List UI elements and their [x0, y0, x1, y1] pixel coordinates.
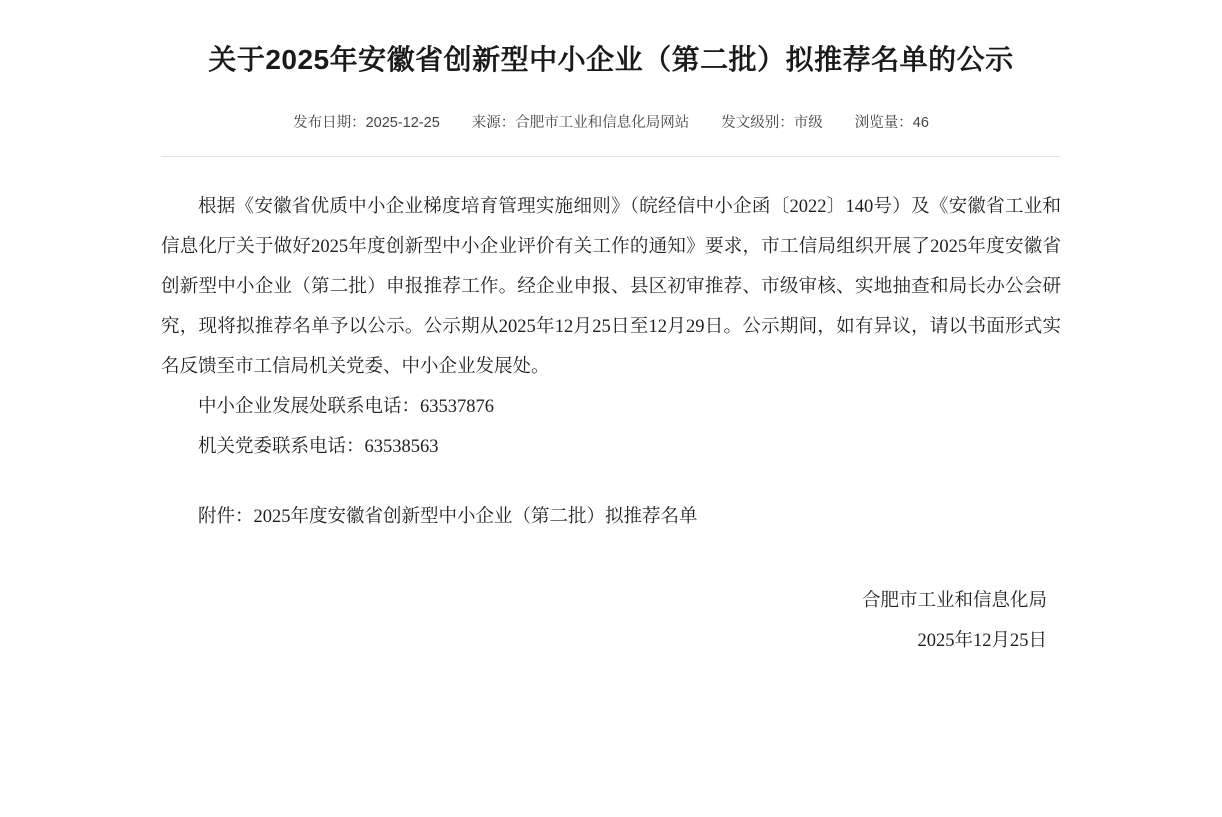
contact-line-2: 机关党委联系电话：63538563: [198, 437, 439, 457]
meta-source-value: 合肥市工业和信息化局网站: [515, 115, 690, 131]
meta-source-label: 来源：: [471, 115, 516, 131]
meta-publish-date-value: 2025-12-25: [365, 115, 440, 131]
meta-views: [855, 112, 929, 134]
body-spacer: [161, 467, 1061, 497]
body-paragraph-1: 根据《安徽省优质中小企业梯度培育管理实施细则》（皖经信中小企函〔2022〕140号）及《安徽省工业和信息化厅关于做好2025年度创新型中小企业评价有关工作的通知》要求，市工信局组织开展了2025年度安徽省创新型中小企业（第二批）申报推荐工作。经企业申报、县区初审推荐、市级审核、实地抽查和局长办公会研究，现将拟推荐名单予以公示。公示期从2025年12月25日至12月29日。公示期间，如有异议，请以书面形式实名反馈至市工信局机关党委、中小企业发展处。: [161, 197, 1061, 377]
meta-publish-date-label: 发布日期：: [293, 115, 366, 131]
meta-views-label: 浏览量：: [854, 115, 913, 131]
meta-level: [721, 112, 823, 134]
meta-divider: [161, 156, 1061, 157]
signature-block: [161, 581, 1061, 661]
article-meta: [161, 112, 1061, 134]
article-body: [161, 187, 1061, 537]
meta-source: [472, 112, 690, 134]
signature-organization: 合肥市工业和信息化局: [861, 591, 1047, 611]
signature-date: 2025年12月25日: [917, 631, 1047, 651]
meta-level-value: 市级: [793, 115, 823, 131]
meta-level-label: 发文级别：: [721, 115, 794, 131]
meta-publish-date: [293, 112, 440, 134]
attachment-line: 附件：2025年度安徽省创新型中小企业（第二批）拟推荐名单: [198, 507, 698, 527]
meta-views-value: 46: [912, 115, 929, 131]
contact-line-1: 中小企业发展处联系电话：63537876: [198, 397, 495, 417]
article-container: [161, 0, 1061, 661]
page-title: 关于2025年安徽省创新型中小企业（第二批）拟推荐名单的公示: [208, 44, 1014, 75]
